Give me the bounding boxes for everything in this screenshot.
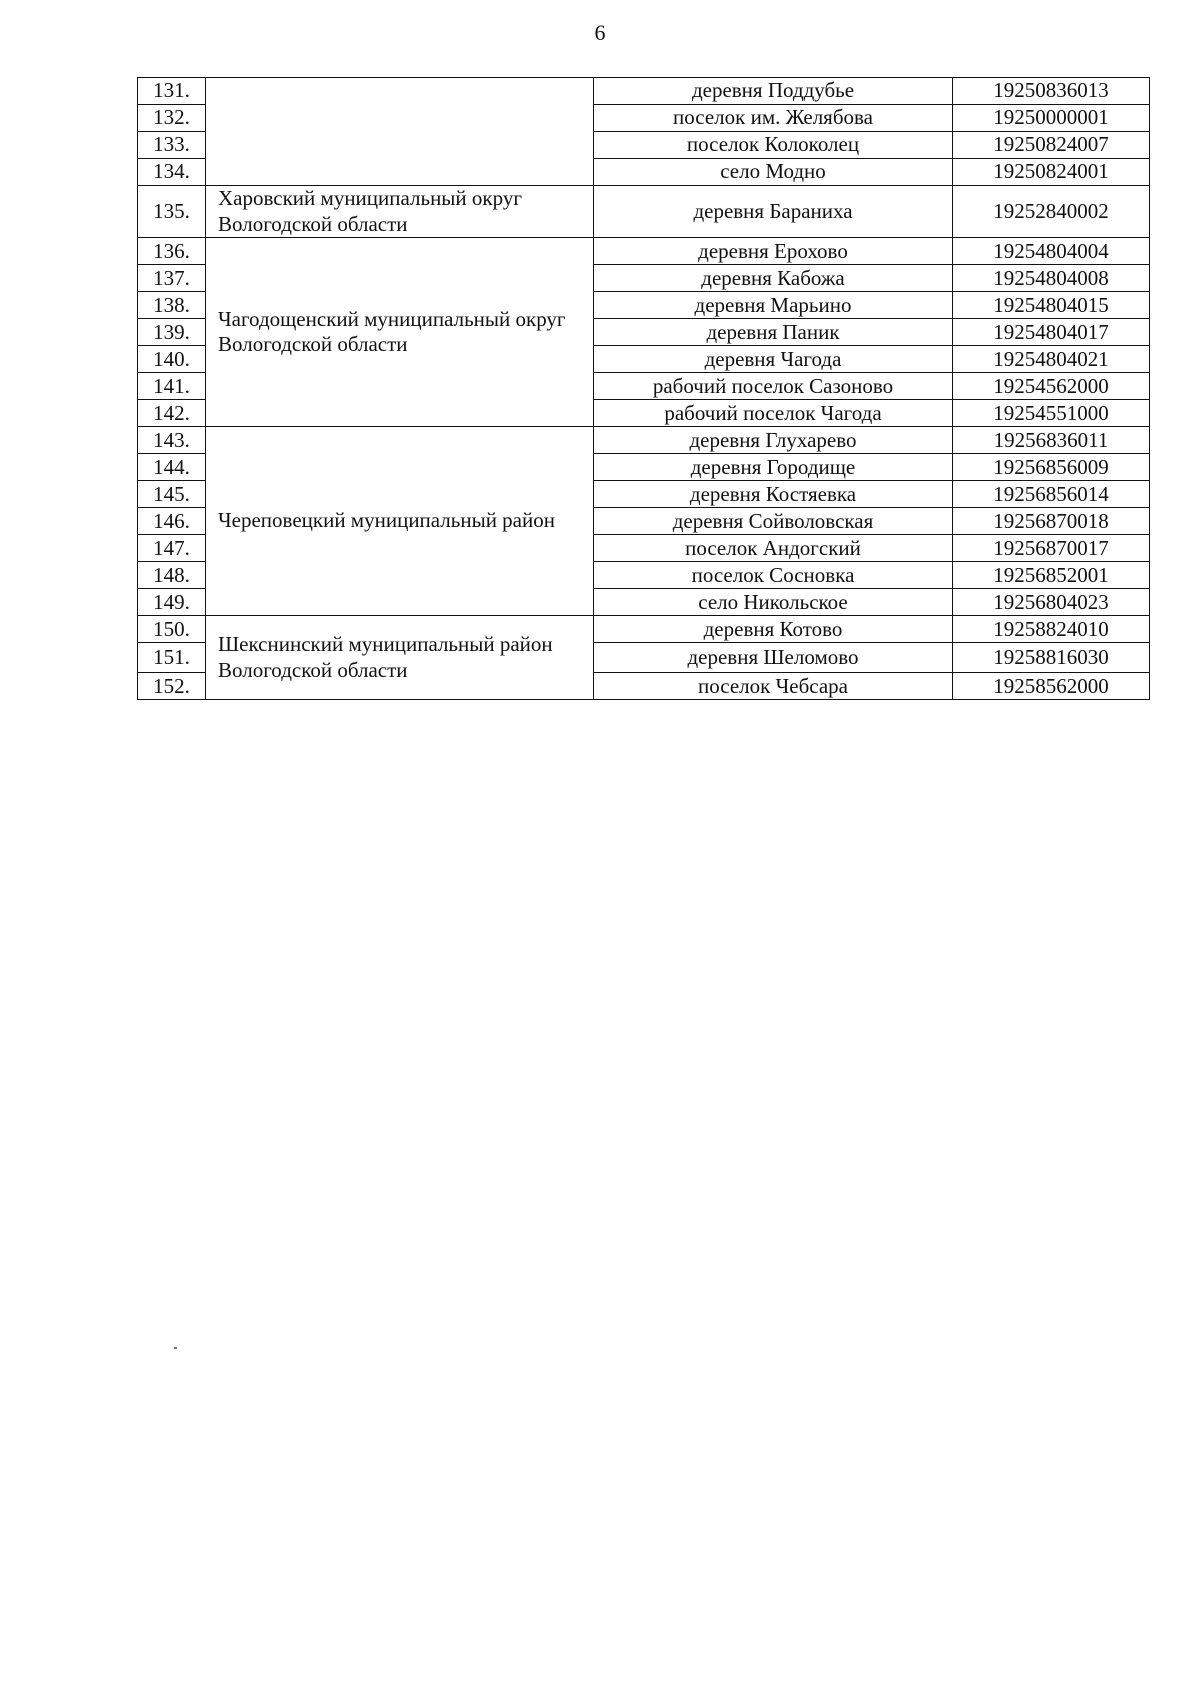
oktmo-code-cell: 19258816030: [953, 643, 1150, 673]
locality-cell: деревня Паник: [594, 319, 953, 346]
oktmo-code-cell: 19256856009: [953, 454, 1150, 481]
table-row: [138, 616, 1150, 643]
locality-cell: деревня Сойволовская: [594, 508, 953, 535]
table-row: [138, 186, 1150, 238]
district-cell: Шекснинский муниципальный район Вологодской области: [206, 616, 594, 700]
row-number-cell: 150.: [138, 616, 206, 643]
oktmo-code-cell: 19250824007: [953, 132, 1150, 159]
row-number-cell: 135.: [138, 186, 206, 238]
locality-cell: поселок им. Желябова: [594, 105, 953, 132]
row-number-cell: 149.: [138, 589, 206, 616]
row-number-cell: 140.: [138, 346, 206, 373]
locality-cell: деревня Глухарево: [594, 427, 953, 454]
table-row: [138, 427, 1150, 454]
row-number-cell: 144.: [138, 454, 206, 481]
table-row: [138, 78, 1150, 105]
oktmo-code-cell: 19254804015: [953, 292, 1150, 319]
locality-cell: деревня Городище: [594, 454, 953, 481]
locality-cell: поселок Чебсара: [594, 673, 953, 700]
row-number-cell: 141.: [138, 373, 206, 400]
locality-cell: деревня Поддубье: [594, 78, 953, 105]
locality-cell: деревня Бараниха: [594, 186, 953, 238]
row-number-cell: 132.: [138, 105, 206, 132]
oktmo-code-cell: 19258562000: [953, 673, 1150, 700]
oktmo-code-cell: 19250000001: [953, 105, 1150, 132]
row-number-cell: 147.: [138, 535, 206, 562]
row-number-cell: 142.: [138, 400, 206, 427]
locality-cell: деревня Чагода: [594, 346, 953, 373]
locality-cell: деревня Ерохово: [594, 238, 953, 265]
district-cell: Череповецкий муниципальный район: [206, 427, 594, 616]
row-number-cell: 148.: [138, 562, 206, 589]
oktmo-code-cell: 19256836011: [953, 427, 1150, 454]
locality-cell: село Никольское: [594, 589, 953, 616]
locality-cell: поселок Андогский: [594, 535, 953, 562]
locality-cell: деревня Костяевка: [594, 481, 953, 508]
locality-cell: деревня Котово: [594, 616, 953, 643]
locality-cell: деревня Кабожа: [594, 265, 953, 292]
locality-cell: село Модно: [594, 159, 953, 186]
oktmo-code-cell: 19250824001: [953, 159, 1150, 186]
district-cell: [206, 78, 594, 186]
oktmo-code-cell: 19256870018: [953, 508, 1150, 535]
table-row: [138, 238, 1150, 265]
settlements-table: [137, 77, 1150, 700]
locality-cell: рабочий поселок Сазоново: [594, 373, 953, 400]
locality-cell: поселок Колоколец: [594, 132, 953, 159]
row-number-cell: 138.: [138, 292, 206, 319]
row-number-cell: 139.: [138, 319, 206, 346]
scan-mark: [174, 1347, 177, 1349]
row-number-cell: 136.: [138, 238, 206, 265]
oktmo-code-cell: 19254551000: [953, 400, 1150, 427]
row-number-cell: 145.: [138, 481, 206, 508]
oktmo-code-cell: 19256852001: [953, 562, 1150, 589]
oktmo-code-cell: 19256804023: [953, 589, 1150, 616]
oktmo-code-cell: 19258824010: [953, 616, 1150, 643]
oktmo-code-cell: 19252840002: [953, 186, 1150, 238]
oktmo-code-cell: 19254804004: [953, 238, 1150, 265]
district-cell: Чагодощенский муниципальный округ Вологодской области: [206, 238, 594, 427]
row-number-cell: 133.: [138, 132, 206, 159]
oktmo-code-cell: 19254804021: [953, 346, 1150, 373]
row-number-cell: 137.: [138, 265, 206, 292]
oktmo-code-cell: 19254804008: [953, 265, 1150, 292]
district-cell: Харовский муниципальный округ Вологодской области: [206, 186, 594, 238]
locality-cell: поселок Сосновка: [594, 562, 953, 589]
row-number-cell: 146.: [138, 508, 206, 535]
oktmo-code-cell: 19254562000: [953, 373, 1150, 400]
page-number: 6: [594, 20, 606, 45]
locality-cell: деревня Шеломово: [594, 643, 953, 673]
oktmo-code-cell: 19256870017: [953, 535, 1150, 562]
locality-cell: рабочий поселок Чагода: [594, 400, 953, 427]
table-body: [138, 78, 1150, 700]
row-number-cell: 151.: [138, 643, 206, 673]
oktmo-code-cell: 19256856014: [953, 481, 1150, 508]
row-number-cell: 143.: [138, 427, 206, 454]
oktmo-code-cell: 19250836013: [953, 78, 1150, 105]
oktmo-code-cell: 19254804017: [953, 319, 1150, 346]
locality-cell: деревня Марьино: [594, 292, 953, 319]
row-number-cell: 152.: [138, 673, 206, 700]
row-number-cell: 131.: [138, 78, 206, 105]
row-number-cell: 134.: [138, 159, 206, 186]
